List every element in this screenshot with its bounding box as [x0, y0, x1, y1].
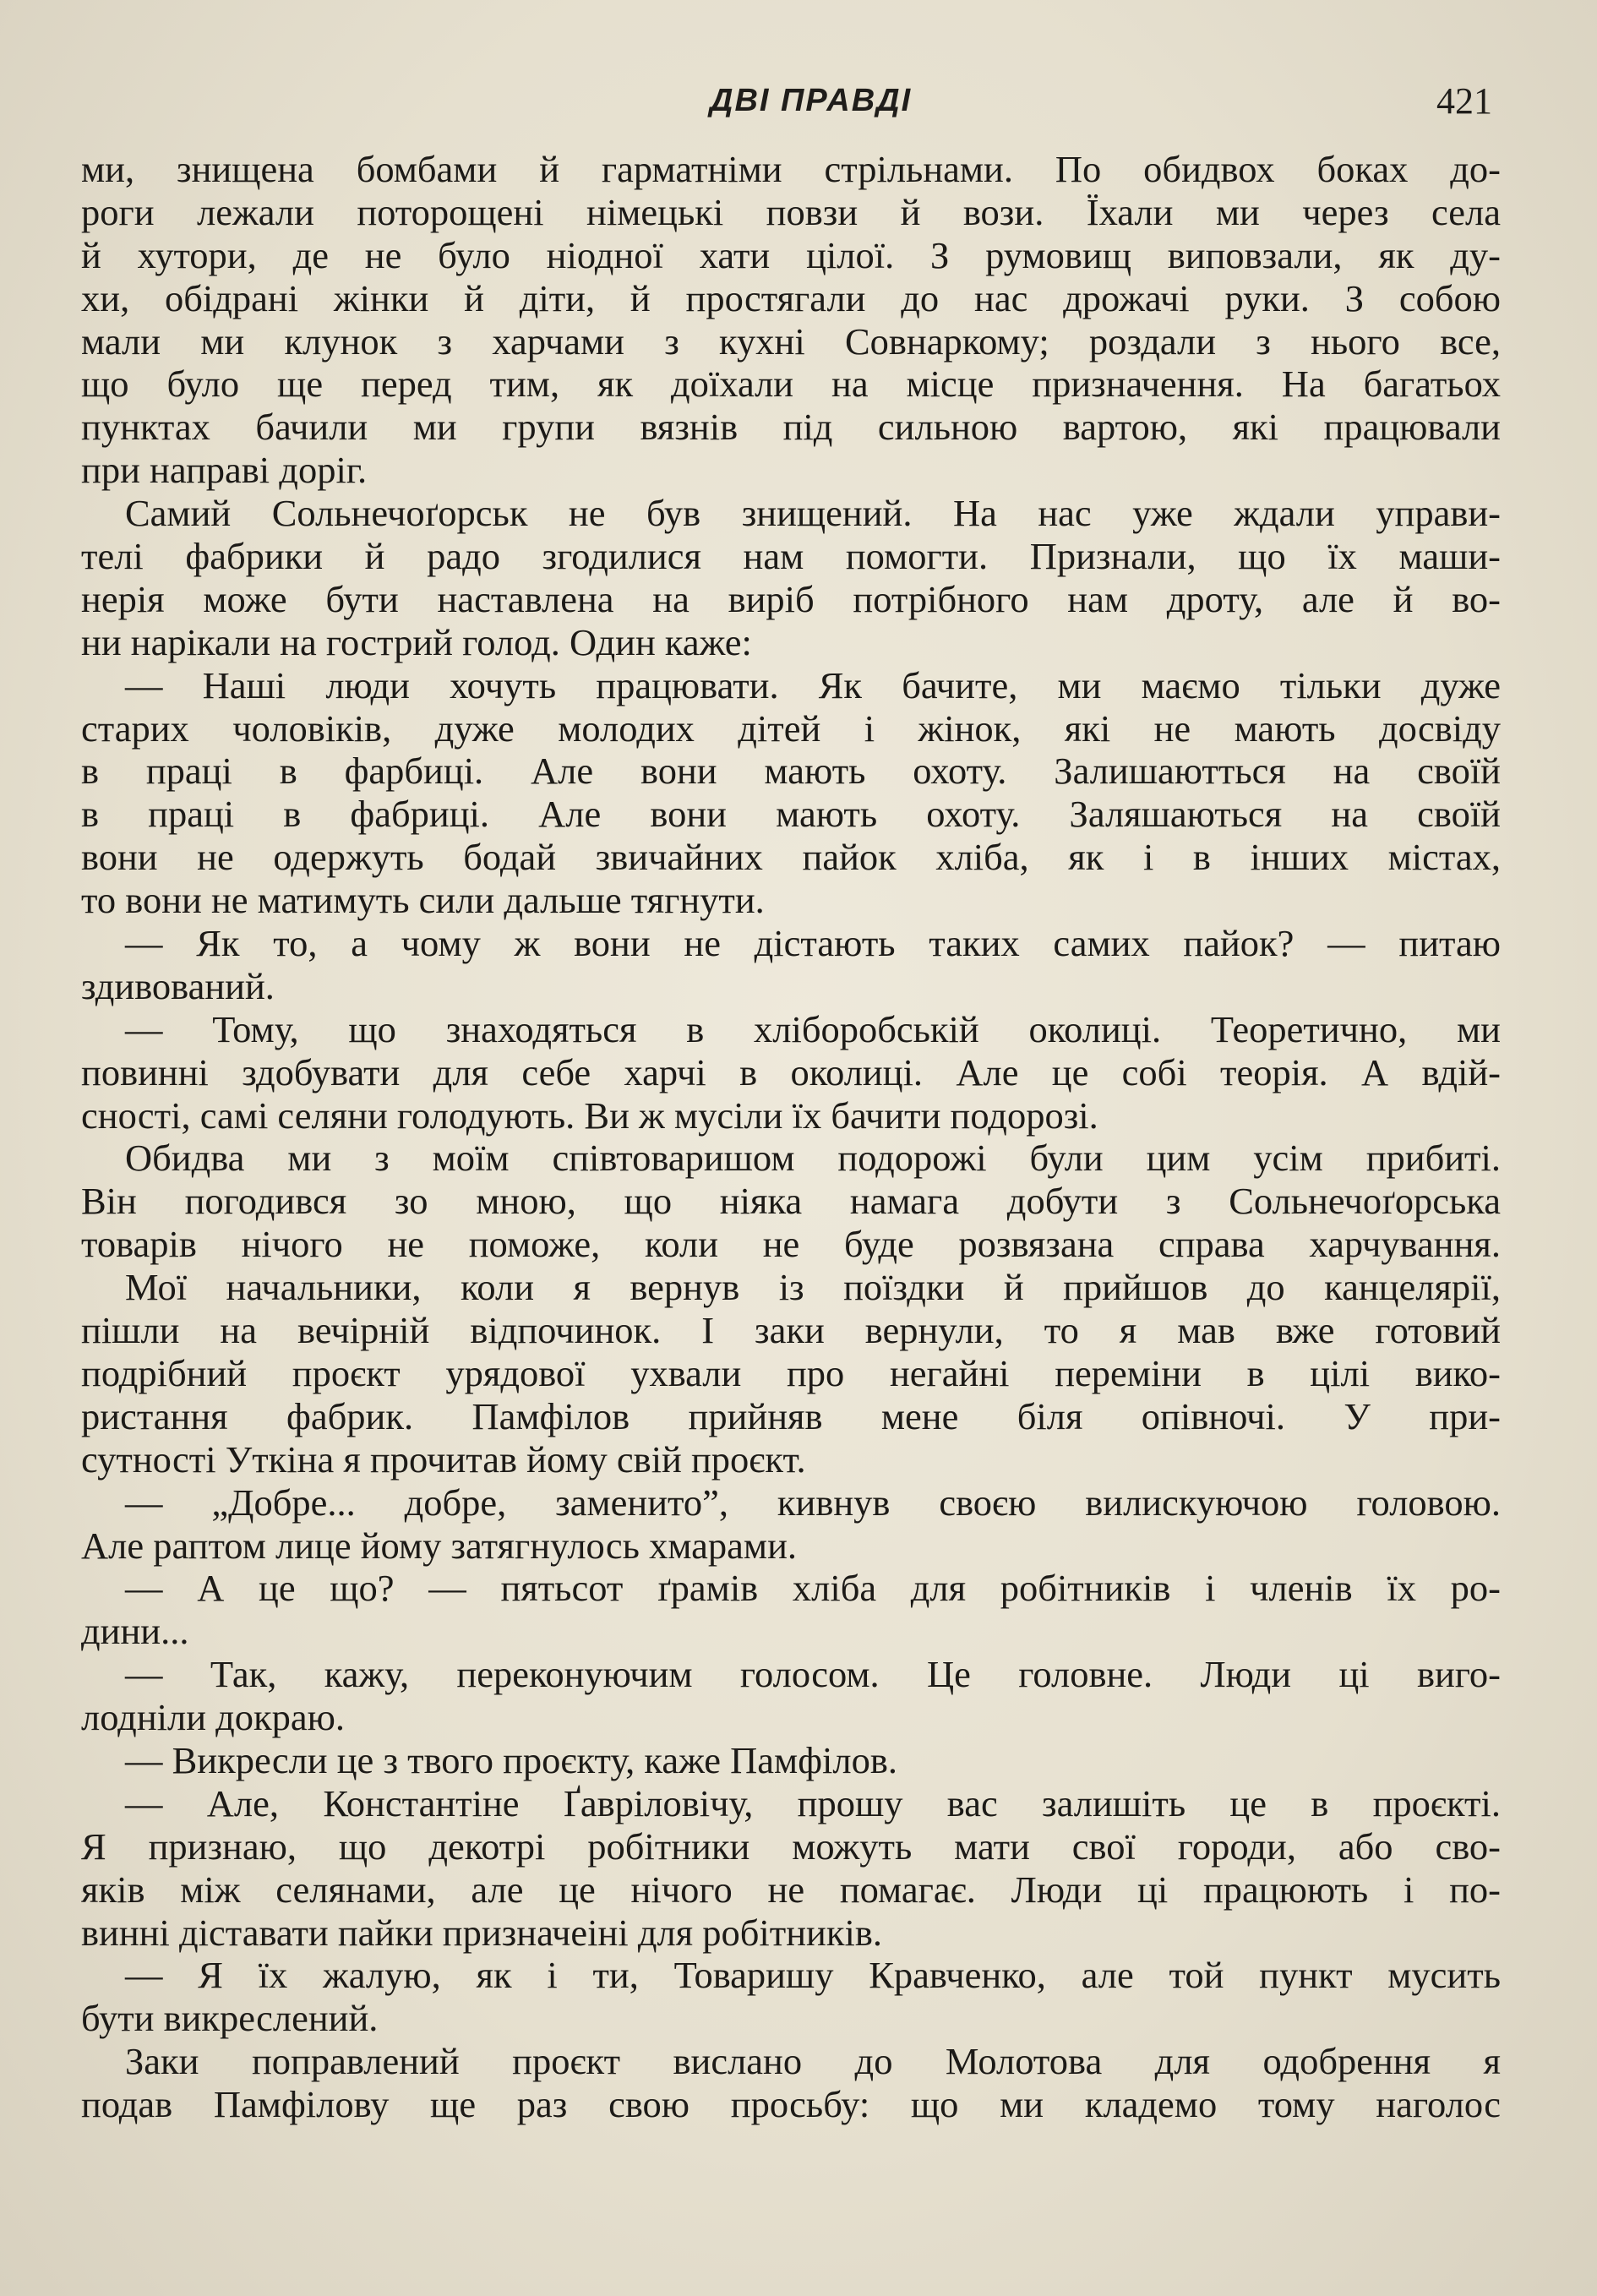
text-line: — Я їх жалую, як і ти, Товаришу Кравченко, але той пункт мусить	[125, 1954, 1501, 1997]
text-line: — Так, кажу, переконуючим голосом. Це головне. Люди ці виго-	[125, 1653, 1501, 1696]
text-line: сутності Уткіна я прочитав йому свій проєкт.	[81, 1437, 806, 1481]
text-line: дини...	[81, 1610, 189, 1653]
text-line: — Наші люди хочуть працювати. Як бачите, ми маємо тільки дуже	[125, 663, 1501, 706]
text-line: пунктах бачили ми групи вязнів під сильною вартою, які працювали	[81, 406, 1501, 449]
text-line: хи, обідрані жінки й діти, й простягали до нас дрожачі руки. З собою	[81, 276, 1501, 319]
text-line: ристання фабрик. Памфілов прийняв мене біля опівночі. У при-	[81, 1394, 1501, 1437]
text-line: — Тому, що знаходяться в хліборобській околиці. Теоретично, ми	[125, 1007, 1501, 1050]
text-line: повинні здобувати для себе харчі в околиці. Але це собі теорія. А вдій-	[81, 1050, 1501, 1093]
text-line: при направі доріг.	[81, 449, 368, 492]
text-line: пішли на вечірній відпочинок. І заки вернули, то я мав вже готовий	[81, 1309, 1501, 1352]
text-line: нерія може бути наставлена на виріб потрібного нам дроту, але й во-	[81, 577, 1501, 620]
text-line: вони не одержуть бодай звичайних пайок хліба, як і в інших містах,	[81, 836, 1501, 879]
page-number: 421	[1436, 80, 1492, 122]
text-line: подрібний проєкт урядової ухвали про негайні переміни в цілі вико-	[81, 1351, 1501, 1394]
text-line: ни нарікали на гострий голод. Один каже:	[81, 620, 752, 663]
text-line: в праці в фарбиці. Але вони мають охоту. Залишаютться на своїй	[81, 750, 1501, 793]
text-line: й хутори, де не було ніодної хати цілої. З румовищ виповзали, як ду-	[81, 233, 1501, 276]
text-line: — Як то, а чому ж вони не дістають таких самих пайок? — питаю	[125, 922, 1501, 965]
text-line: Самий Сольнечоґорськ не був знищений. На нас уже ждали управи-	[125, 492, 1501, 535]
page-header	[0, 78, 1597, 128]
text-line: Заки поправлений проєкт вислано до Молотова для одобрення я	[125, 2040, 1501, 2083]
text-line: — „Добре... добре, заменито”, кивнув своєю вилискуючою головою.	[125, 1481, 1501, 1524]
text-line: сності, самі селяни голодують. Ви ж мусіли їх бачити подорозі.	[81, 1093, 1098, 1137]
text-line: в праці в фабриці. Але вони мають охоту. Заляшаються на своїй	[81, 793, 1501, 836]
text-line: товарів нічого не поможе, коли не буде розвязана справа харчування.	[81, 1223, 1501, 1266]
text-line: старих чоловіків, дуже молодих дітей і жінок, які не мають досвіду	[81, 706, 1501, 750]
text-line: здивований.	[81, 964, 275, 1007]
body-text	[81, 148, 1501, 2126]
text-line: мали ми клунок з харчами з кухні Совнаркому; роздали з нього все,	[81, 319, 1501, 363]
text-line: Обидва ми з моїм співтоваришом подорожі були цим усім прибиті.	[125, 1137, 1501, 1180]
text-line: Але раптом лице йому затягнулось хмарами.	[81, 1524, 798, 1567]
text-line: ми, знищена бомбами й гарматніми стрільнами. По обидвох боках до-	[81, 148, 1501, 190]
running-title: ДВІ ПРАВДІ	[710, 83, 913, 118]
text-line: Я признаю, що декотрі робітники можуть мати свої городи, або сво-	[81, 1824, 1501, 1868]
text-line: Він погодився зо мною, що ніяка намага добути з Сольнечоґорська	[81, 1180, 1501, 1223]
text-line: — А це що? — пятьсот ґрамів хліба для робітників і членів їх ро-	[125, 1567, 1501, 1610]
text-line: телі фабрики й радо згодилися нам помогти. Признали, що їх маши-	[81, 535, 1501, 578]
text-line: — Але, Константіне Ґавріловічу, прошу вас залишіть це в проєкті.	[125, 1781, 1501, 1824]
text-line: лодніли докраю.	[81, 1696, 346, 1739]
text-line: Мої начальники, коли я вернув із поїздки й прийшов до канцелярії,	[125, 1266, 1501, 1309]
text-line: що було ще перед тим, як доїхали на місце призначення. На багатьох	[81, 363, 1501, 406]
text-line: винні діставати пайки призначеіні для робітників.	[81, 1911, 882, 1954]
text-line: то вони не матимуть сили дальше тягнути.	[81, 879, 765, 922]
text-line: — Викресли це з твого проєкту, каже Памфілов.	[125, 1738, 897, 1781]
text-line: роги лежали поторощені німецькі повзи й вози. Їхали ми через села	[81, 190, 1501, 233]
text-line: яків між селянами, але це нічого не помагає. Люди ці працюють і по-	[81, 1868, 1501, 1911]
text-line: бути викреслений.	[81, 1997, 379, 2040]
text-line: подав Памфілову ще раз свою просьбу: що ми кладемо тому наголос	[81, 2083, 1501, 2126]
